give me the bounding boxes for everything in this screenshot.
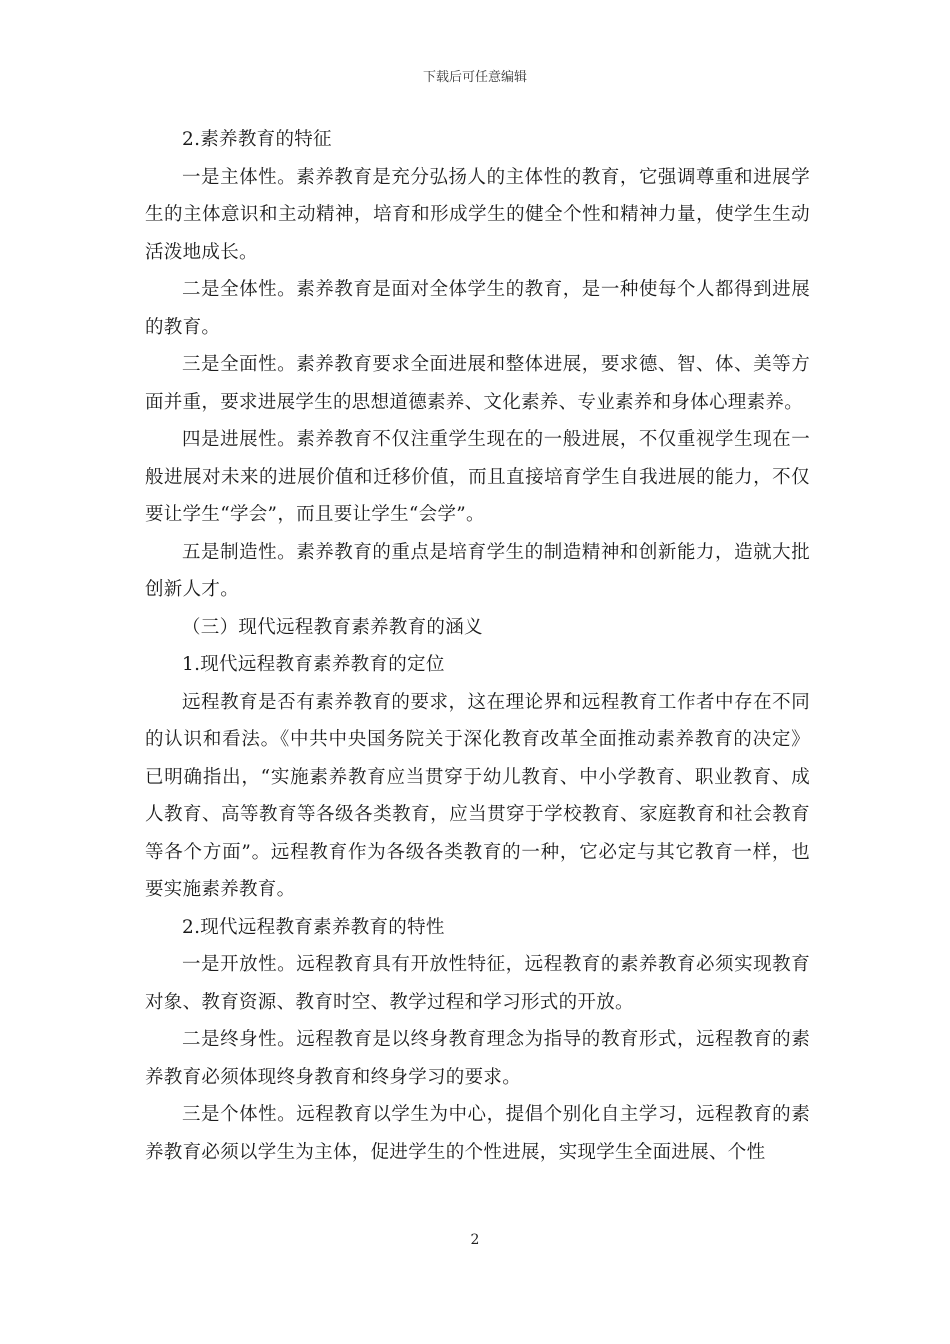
section-heading-meaning: （三）现代远程教育素养教育的涵义 xyxy=(182,616,483,638)
paragraph-lifelong: 二是终身性。远程教育是以终身教育理念为指导的教育形式，远程教育的素养教育必须体现终身教育和终身学习的要求。 xyxy=(145,1029,810,1088)
paragraph-universality: 二是全体性。素养教育是面对全体学生的教育，是一种使每个人都得到进展的教育。 xyxy=(145,279,810,338)
body-text xyxy=(145,121,810,1171)
paragraph-openness: 一是开放性。远程教育具有开放性特征，远程教育的素养教育必须实现教育对象、教育资源、教育时空、教学过程和学习形式的开放。 xyxy=(145,954,810,1013)
paragraph-creativity: 五是制造性。素养教育的重点是培育学生的制造精神和创新能力，造就大批创新人才。 xyxy=(145,541,810,600)
page-header: 下载后可任意编辑 xyxy=(422,70,527,85)
paragraph-positioning: 远程教育是否有素养教育的要求，这在理论界和远程教育工作者中存在不同的认识和看法。《中共中央国务院关于深化教育改革全面推动素养教育的决定》已明确指出，“实施素养教育应当贯穿于幼儿教育、中小学教育、职业教育、成人教育、高等教育等各级各类教育，应当贯穿于学校教育、家庭教育和社会教育等各个方面”。远程教育作为各级各类教育的一种，它必定与其它教育一样，也要实施素养教育。 xyxy=(145,691,810,900)
subheading-positioning: 1.现代远程教育素养教育的定位 xyxy=(182,654,445,675)
paragraph-individuality: 三是个体性。远程教育以学生为中心，提倡个别化自主学习，远程教育的素养教育必须以学生为主体，促进学生的个性进展，实现学生全面进展、个性 xyxy=(145,1104,810,1163)
paragraph-subjectivity: 一是主体性。素养教育是充分弘扬人的主体性的教育，它强调尊重和进展学生的主体意识和主动精神，培育和形成学生的健全个性和精神力量，使学生生动活泼地成长。 xyxy=(145,166,810,263)
paragraph-comprehensiveness: 三是全面性。素养教育要求全面进展和整体进展，要求德、智、体、美等方面并重，要求进展学生的思想道德素养、文化素养、专业素养和身体心理素养。 xyxy=(145,354,810,413)
page-number: 2 xyxy=(470,1232,480,1248)
paragraph-development: 四是进展性。素养教育不仅注重学生现在的一般进展，不仅重视学生现在一般进展对未来的进展价值和迁移价值，而且直接培育学生自我进展的能力，不仅要让学生“学会”，而且要让学生“会学”。 xyxy=(145,429,810,525)
heading-characteristics: 2.素养教育的特征 xyxy=(182,129,332,150)
subheading-features: 2.现代远程教育素养教育的特性 xyxy=(182,916,445,938)
